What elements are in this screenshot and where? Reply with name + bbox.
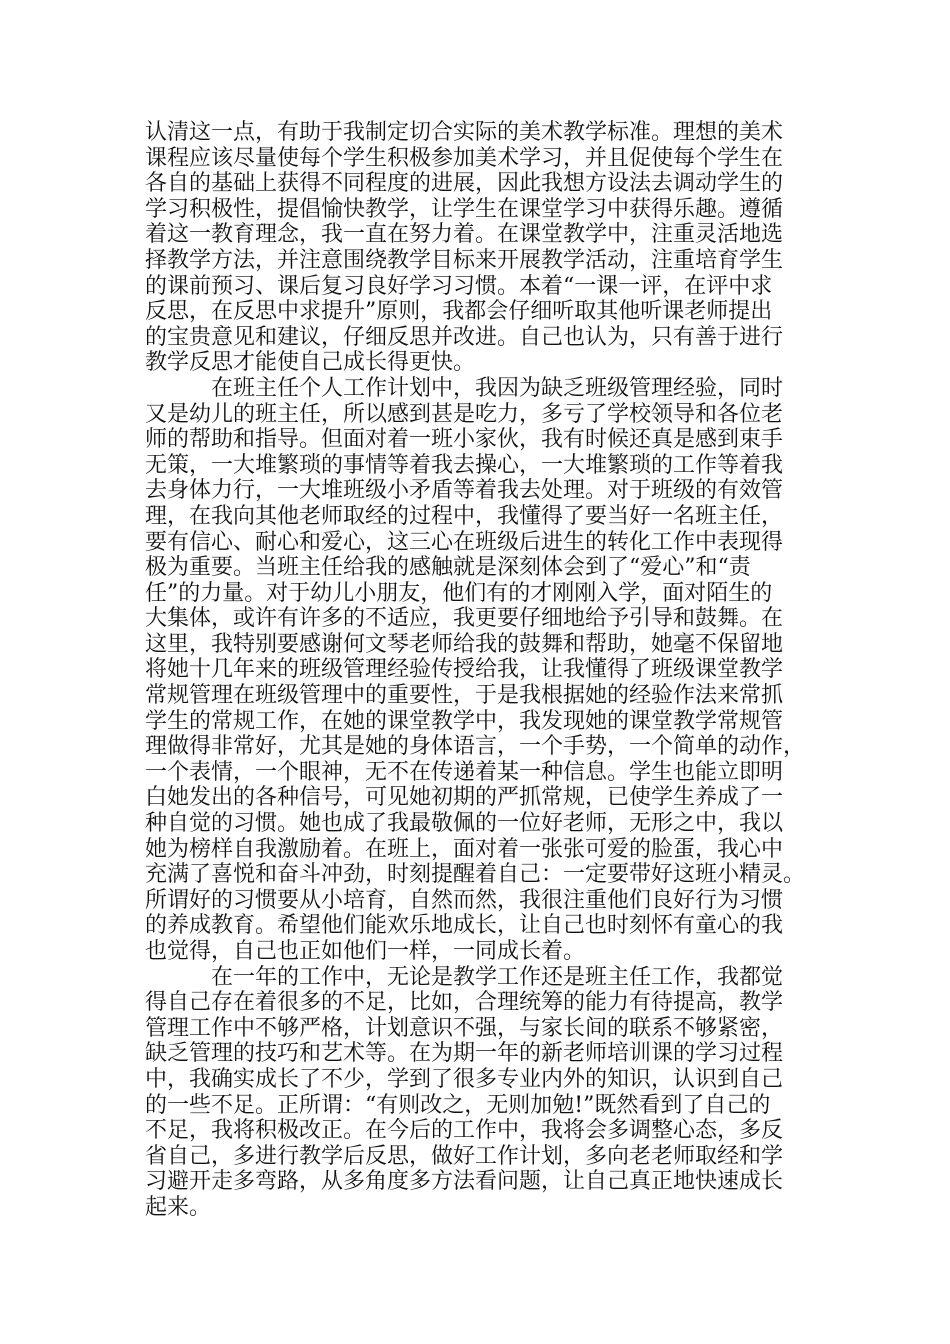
text-line: 在一年的工作中，无论是教学工作还是班主任工作，我都觉: [211, 964, 784, 990]
text-line: 课程应该尽量使每个学生积极参加美术学习，并且促使每个学生在: [145, 145, 784, 171]
text-line: 无策，一大堆繁琐的事情等着我去操心，一大堆繁琐的工作等着我: [145, 452, 784, 478]
text-line: 一个表情，一个眼神，无不在传递着某一种信息。学生也能立即明: [145, 759, 784, 785]
text-line: 将她十几年来的班级管理经验传授给我，让我懂得了班级课堂教学: [145, 657, 784, 683]
text-line: 管理工作中不够严格，计划意识不强，与家长间的联系不够紧密，: [145, 1015, 784, 1041]
text-line: 得自己存在着很多的不足，比如，合理统筹的能力有待提高，教学: [145, 990, 784, 1016]
text-line: 的宝贵意见和建议，仔细反思并改进。自己也认为，只有善于进行: [145, 324, 784, 350]
text-line: 习避开走多弯路，从多角度多方法看问题，让自己真正地快速成长: [145, 1169, 784, 1195]
paragraph-3: [145, 965, 817, 1221]
text-line: 极为重要。当班主任给我的感触就是深刻体会到了“爱心”和“责: [145, 555, 751, 581]
text-line: 不足，我将积极改正。在今后的工作中，我将会多调整心态，多反: [145, 1118, 784, 1144]
text-line: 缺乏管理的技巧和艺术等。在为期一年的新老师培训课的学习过程: [145, 1041, 784, 1067]
text-line: 又是幼儿的班主任，所以感到甚是吃力，多亏了学校领导和各位老: [145, 401, 784, 427]
text-line: 教学反思才能使自己成长得更快。: [145, 350, 476, 376]
text-line: 所谓好的习惯要从小培育，自然而然，我很注重他们良好行为习惯: [145, 887, 784, 913]
paragraph-2: [145, 376, 817, 965]
text-line: 要有信心、耐心和爱心，这三心在班级后进生的转化工作中表现得: [145, 529, 784, 555]
text-line: 理做得非常好，尤其是她的身体语言，一个手势，一个简单的动作，: [145, 734, 806, 760]
text-line: 去身体力行，一大堆班级小矛盾等着我去处理。对于班级的有效管: [145, 478, 784, 504]
text-line: 学习积极性，提倡愉快教学，让学生在课堂学习中获得乐趣。遵循: [145, 196, 784, 222]
text-line: 这里，我特别要感谢何文琴老师给我的鼓舞和帮助，她毫不保留地: [145, 631, 784, 657]
text-line: 在班主任个人工作计划中，我因为缺乏班级管理经验，同时: [211, 375, 784, 401]
text-line: 常规管理在班级管理中的重要性，于是我根据她的经验作法来常抓: [145, 683, 784, 709]
text-line: 她为榜样自我激励着。在班上，面对着一张张可爱的脸蛋，我心中: [145, 836, 784, 862]
text-line: 也觉得，自己也正如他们一样，一同成长着。: [145, 939, 586, 964]
text-line: 择教学方法，并注意围绕教学目标来开展教学活动，注重培育学生: [145, 247, 784, 273]
text-line: 种自觉的习惯。她也成了我最敬佩的一位好老师，无形之中，我以: [145, 811, 784, 837]
paragraph-1: [145, 120, 817, 376]
document-body: [145, 120, 817, 1221]
text-line: 的一些不足。正所谓：“有则改之，无则加勉!”既然看到了自己的: [145, 1092, 771, 1118]
text-line: 着这一教育理念，我一直在努力着。在课堂教学中，注重灵活地选: [145, 222, 784, 248]
text-line: 起来。: [145, 1194, 212, 1220]
text-line: 学生的常规工作，在她的课堂教学中，我发现她的课堂教学常规管: [145, 708, 784, 734]
text-line: 中，我确实成长了不少，学到了很多专业内外的知识，认识到自己: [145, 1066, 784, 1092]
text-line: 白她发出的各种信号，可见她初期的严抓常规，已使学生养成了一: [145, 785, 784, 811]
text-line: 反思，在反思中求提升”原则，我都会仔细听取其他听课老师提出: [145, 299, 773, 325]
text-line: 师的帮助和指导。但面对着一班小家伙，我有时候还真是感到束手: [145, 427, 784, 453]
text-line: 各自的基础上获得不同程度的进展，因此我想方设法去调动学生的: [145, 171, 784, 197]
text-line: 充满了喜悦和奋斗冲劲，时刻提醒着自己：一定要带好这班小精灵。: [145, 862, 806, 888]
text-line: 理，在我向其他老师取经的过程中，我懂得了要当好一名班主任，: [145, 503, 784, 529]
text-line: 任”的力量。对于幼儿小朋友，他们有的才刚刚入学，面对陌生的: [145, 580, 773, 606]
text-line: 省自己，多进行教学后反思，做好工作计划，多向老老师取经和学: [145, 1143, 784, 1169]
text-line: 的养成教育。希望他们能欢乐地成长，让自己也时刻怀有童心的我: [145, 913, 784, 939]
text-line: 认清这一点，有助于我制定切合实际的美术教学标准。理想的美术: [145, 120, 784, 145]
text-line: 大集体，或许有许多的不适应，我更要仔细地给予引导和鼓舞。在: [145, 606, 784, 632]
text-line: 的课前预习、课后复习良好学习习惯。本着“一课一评，在评中求: [145, 273, 773, 299]
